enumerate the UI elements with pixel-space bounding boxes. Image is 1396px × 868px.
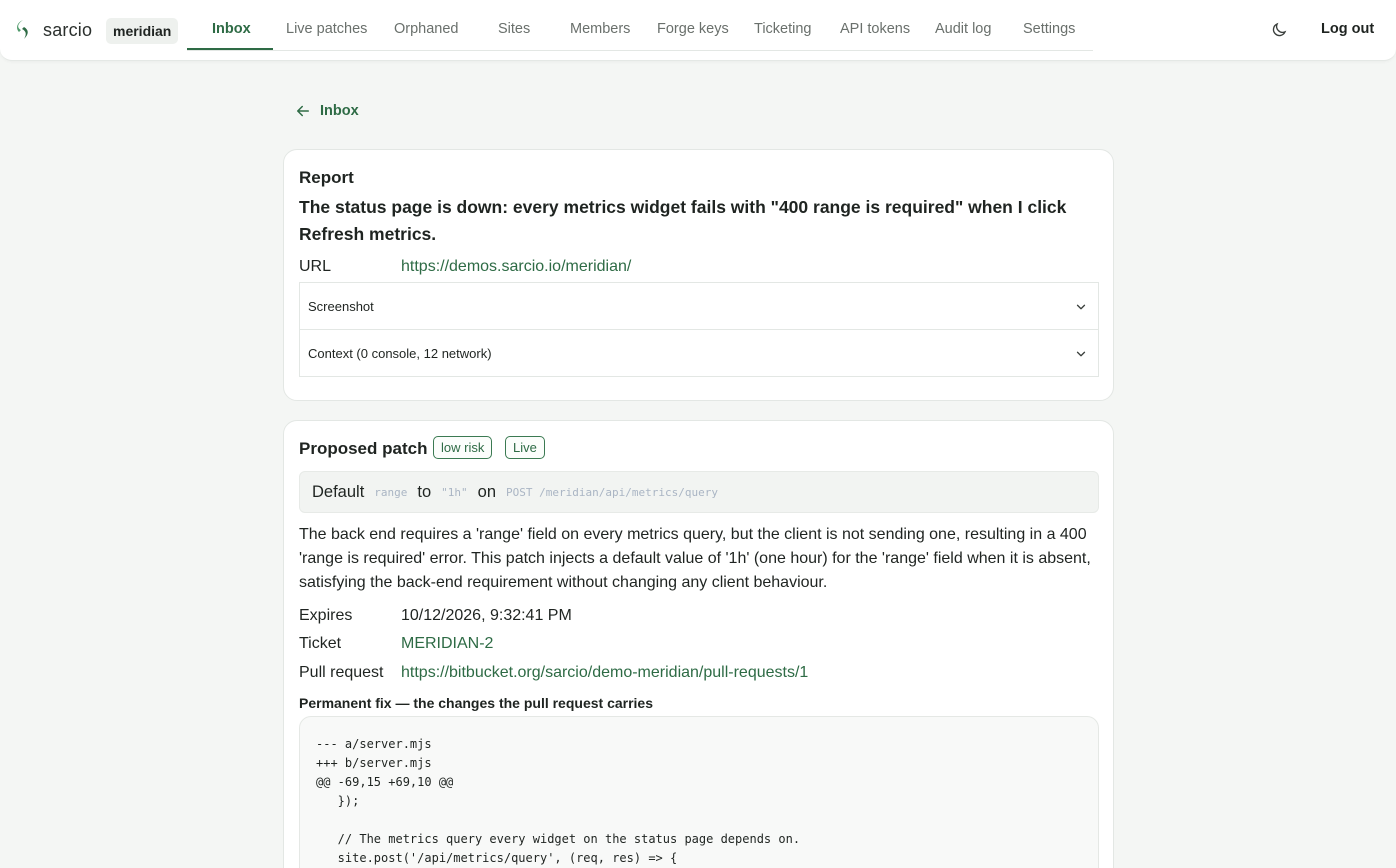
tab-members[interactable]: Members xyxy=(570,21,631,37)
pull-request-label: Pull request xyxy=(299,664,384,681)
diff-line: site.post('/api/metrics/query', (req, res) => { xyxy=(316,851,678,865)
sarcio-logo-icon[interactable] xyxy=(14,19,32,41)
report-heading: The status page is down: every metrics widget fails with "400 range is required" when I click Refresh metrics. xyxy=(299,197,1067,244)
diff-line xyxy=(316,811,1082,830)
tab-live-patches[interactable]: Live patches xyxy=(286,21,368,37)
chevron-down-icon xyxy=(1074,300,1088,314)
tab-inbox[interactable]: Inbox xyxy=(212,21,251,37)
arrow-left-icon xyxy=(294,102,312,120)
moon-icon[interactable] xyxy=(1270,21,1288,39)
tab-orphaned[interactable]: Orphaned xyxy=(394,21,459,37)
ticket-link[interactable]: MERIDIAN-2 xyxy=(401,635,494,652)
summary-default-word: Default xyxy=(312,482,365,501)
summary-on-word: on xyxy=(477,482,497,501)
diff-line: @@ -69,15 +69,10 @@ xyxy=(316,775,454,789)
logout-button[interactable]: Log out xyxy=(1321,21,1375,37)
report-section-title: Report xyxy=(299,168,354,187)
report-url-link[interactable]: https://demos.sarcio.io/meridian/ xyxy=(401,258,632,275)
main-nav xyxy=(187,0,1093,51)
summary-to-word: to xyxy=(417,482,432,501)
expires-label: Expires xyxy=(299,607,353,624)
summary-value: "1h" xyxy=(441,485,468,499)
workspace-badge[interactable]: meridian xyxy=(106,18,178,44)
diff-line: --- a/server.mjs xyxy=(316,737,432,751)
diff-line: // The metrics query every widget on the status page depends on. xyxy=(316,832,801,846)
tab-sites[interactable]: Sites xyxy=(498,21,531,37)
patch-card xyxy=(283,420,1114,868)
tab-api-tokens[interactable]: API tokens xyxy=(840,21,911,37)
screenshot-label: Screenshot xyxy=(308,299,374,314)
active-tab-indicator xyxy=(187,48,273,50)
context-disclosure[interactable] xyxy=(299,329,1099,377)
risk-badge: low risk xyxy=(433,436,492,459)
screenshot-disclosure[interactable] xyxy=(299,282,1099,330)
status-badge: Live xyxy=(505,436,545,459)
top-bar xyxy=(0,0,1396,61)
patch-section-title: Proposed patch xyxy=(299,439,428,458)
summary-field: range xyxy=(374,485,408,499)
tab-audit-log[interactable]: Audit log xyxy=(935,21,992,37)
pull-request-link[interactable]: https://bitbucket.org/sarcio/demo-meridian/pull-requests/1 xyxy=(401,664,809,681)
diff-line: +++ b/server.mjs xyxy=(316,756,432,770)
back-link-label: Inbox xyxy=(320,103,359,119)
expires-value: 10/12/2026, 9:32:41 PM xyxy=(401,607,572,624)
patch-summary xyxy=(299,471,1099,513)
tab-ticketing[interactable]: Ticketing xyxy=(754,21,812,37)
diff-line: }); xyxy=(316,794,360,808)
url-label: URL xyxy=(299,258,332,275)
patch-description: The back end requires a 'range' field on every metrics query, but the client is not sending one, resulting in a 400 'range is required' error. This patch injects a default value of '1h' (one hour) for the 'range' field when it is absent, satisfying the back-end requirement without changing any client behaviour. xyxy=(299,526,1091,591)
tab-forge-keys[interactable]: Forge keys xyxy=(657,21,729,37)
tab-settings[interactable]: Settings xyxy=(1023,21,1076,37)
ticket-label: Ticket xyxy=(299,635,342,652)
context-label: Context (0 console, 12 network) xyxy=(308,346,492,361)
report-card xyxy=(283,149,1114,401)
brand-name[interactable]: sarcio xyxy=(43,20,93,40)
back-to-inbox-link[interactable] xyxy=(294,102,359,120)
diff-block xyxy=(299,716,1099,868)
chevron-down-icon xyxy=(1074,347,1088,361)
summary-endpoint: POST /meridian/api/metrics/query xyxy=(506,485,718,499)
permanent-fix-title: Permanent fix — the changes the pull request carries xyxy=(299,695,653,711)
